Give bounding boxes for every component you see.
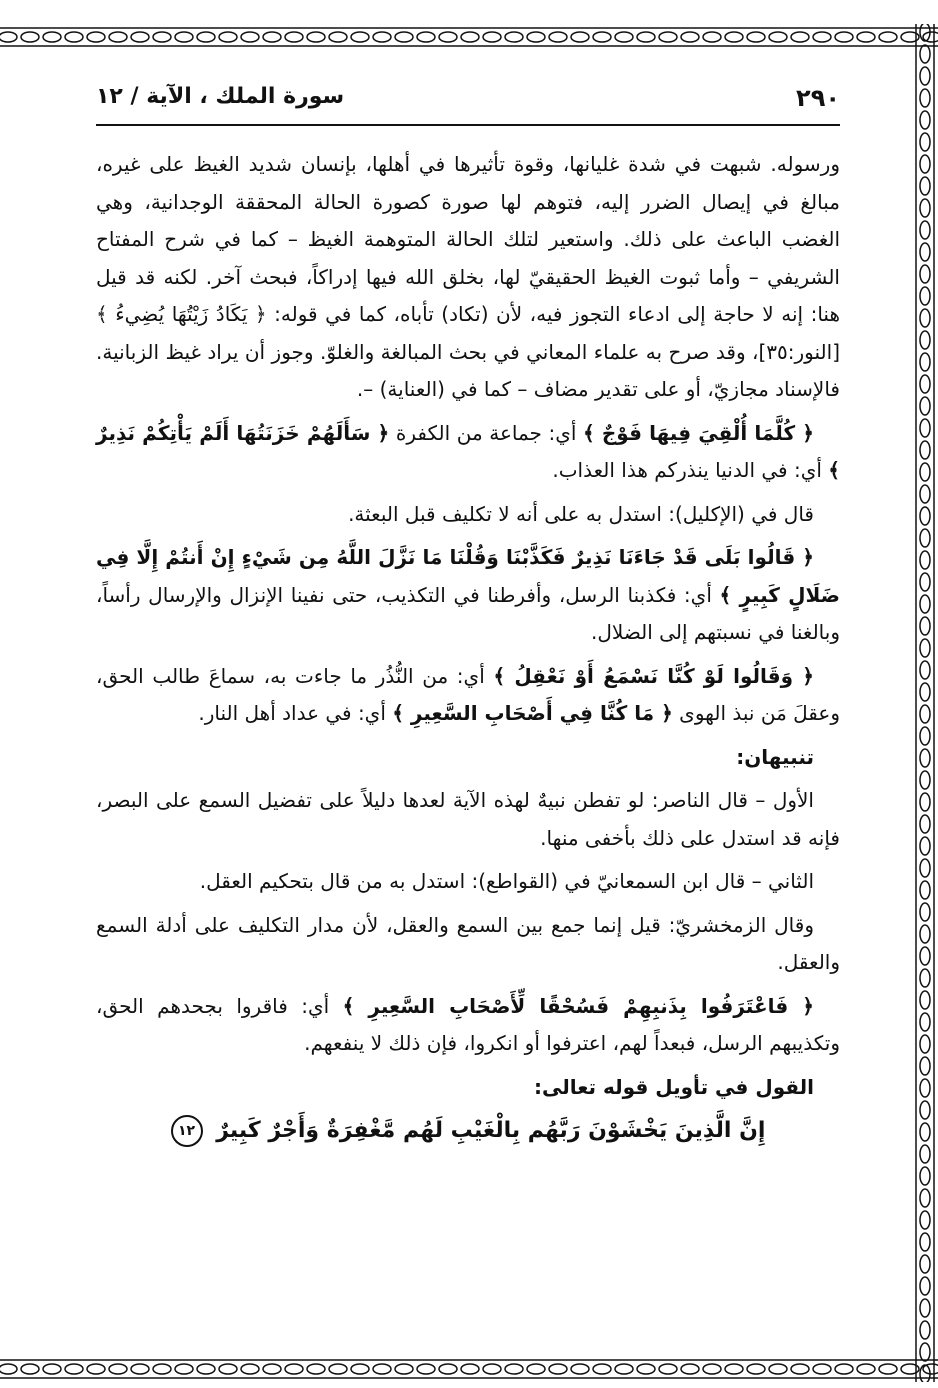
chain-link-ornament xyxy=(87,32,105,42)
chain-link-ornament xyxy=(241,32,259,42)
chain-link-ornament xyxy=(637,1364,655,1374)
chain-link-ornament xyxy=(920,1343,930,1361)
chain-link-ornament xyxy=(920,265,930,283)
chain-link-ornament xyxy=(461,1364,479,1374)
chain-link-ornament xyxy=(920,24,930,41)
section-heading: القول في تأويل قوله تعالى: xyxy=(534,1074,814,1099)
chain-link-ornament xyxy=(593,32,611,42)
chain-link-ornament xyxy=(920,991,930,1009)
chain-link-ornament xyxy=(637,32,655,42)
page-header xyxy=(96,78,840,126)
chain-link-ornament xyxy=(920,1079,930,1097)
chain-link-ornament xyxy=(920,243,930,261)
running-title: سورة الملك ، الآية / ١٢ xyxy=(96,84,345,109)
chain-link-ornament xyxy=(920,881,930,899)
chain-link-ornament xyxy=(920,837,930,855)
chain-link-ornament xyxy=(571,1364,589,1374)
chain-link-ornament xyxy=(109,32,127,42)
chain-link-ornament xyxy=(329,1364,347,1374)
chain-link-ornament xyxy=(43,32,61,42)
chain-link-ornament xyxy=(615,1364,633,1374)
chain-link-ornament xyxy=(285,1364,303,1374)
chain-link-ornament xyxy=(131,1364,149,1374)
chain-link-ornament xyxy=(263,32,281,42)
chain-link-ornament xyxy=(791,1364,809,1374)
chain-link-ornament xyxy=(920,661,930,679)
chain-link-ornament xyxy=(329,32,347,42)
chain-link-ornament xyxy=(703,1364,721,1374)
chain-link-ornament xyxy=(747,1364,765,1374)
chain-link-ornament xyxy=(681,32,699,42)
chain-link-ornament xyxy=(483,32,501,42)
chain-link-ornament xyxy=(769,32,787,42)
chain-link-ornament xyxy=(285,32,303,42)
chain-link-ornament xyxy=(813,1364,831,1374)
chain-link-ornament xyxy=(615,32,633,42)
chain-link-ornament xyxy=(920,441,930,459)
chain-link-ornament xyxy=(920,45,930,63)
chain-link-ornament xyxy=(351,1364,369,1374)
chain-link-ornament xyxy=(241,1364,259,1374)
chain-link-ornament xyxy=(549,32,567,42)
chain-link-ornament xyxy=(571,32,589,42)
commentary-text: أي: من النُّذُر ما جاءت به، سماعَ طالب الحق، وعقلَ مَن نبذ الهوى xyxy=(96,663,840,725)
chain-link-ornament xyxy=(920,221,930,239)
quran-verse xyxy=(96,1112,840,1150)
quran-quote: ﴿ وَقَالُوا لَوْ كُنَّا نَسْمَعُ أَوْ نَعْقِلُ ﴾ xyxy=(493,663,814,688)
chain-link-ornament xyxy=(920,639,930,657)
chain-link-ornament xyxy=(920,199,930,217)
chain-link-ornament xyxy=(920,925,930,943)
chain-link-ornament xyxy=(920,1101,930,1119)
chain-link-ornament xyxy=(0,32,17,42)
chain-link-ornament xyxy=(920,793,930,811)
chain-link-ornament xyxy=(439,32,457,42)
chain-link-ornament xyxy=(920,485,930,503)
chain-link-ornament xyxy=(857,32,875,42)
chain-link-ornament xyxy=(219,32,237,42)
chain-link-ornament xyxy=(920,155,930,173)
chain-link-ornament xyxy=(920,1299,930,1317)
chain-link-ornament xyxy=(920,111,930,129)
chain-link-ornament xyxy=(920,771,930,789)
chain-link-ornament xyxy=(920,1365,930,1382)
chain-link-ornament xyxy=(263,1364,281,1374)
chain-link-ornament xyxy=(461,32,479,42)
quran-quote: ﴿ فَاعْتَرَفُوا بِذَنبِهِمْ فَسُحْقًا لِّأَصْحَابِ السَّعِيرِ ﴾ xyxy=(342,993,814,1018)
chain-link-ornament xyxy=(417,32,435,42)
chain-link-ornament xyxy=(21,32,39,42)
chain-link-ornament xyxy=(197,1364,215,1374)
paragraph xyxy=(96,415,840,490)
chain-link-ornament xyxy=(920,1211,930,1229)
chain-link-ornament xyxy=(920,947,930,965)
page-body xyxy=(96,146,840,1150)
chain-link-ornament xyxy=(307,1364,325,1374)
chain-link-ornament xyxy=(920,1013,930,1031)
chain-link-ornament xyxy=(920,1145,930,1163)
chain-link-ornament xyxy=(483,1364,501,1374)
chain-link-ornament xyxy=(920,705,930,723)
chain-link-ornament xyxy=(920,969,930,987)
paragraph: ورسوله. شبهت في شدة غليانها، وقوة تأثيرها في أهلها، بإنسان شديد الغيظ على غيره، مبالغ في إيصال الضرر إليه، فتوهم لها صورة كصورة الحالة المحققة الوجدانية، وهي الغضب الباعث على ذلك. واستعير لتلك الحالة المتوهمة الغيظ – كما في شرح المفتاح الشريفي – وأما ثبوت الغيظ الحقيقيّ لها، بخلق الله فيها إدراكاً، فبحث آخر. لكنه قد قيل هنا: إنه لا حاجة إلى ادعاء التجوز فيه، لأن (تكاد) تأباه، كما في قوله: ﴿ يَكَادُ زَيْتُهَا يُضِيءُ ﴾ [النور:٣٥]، وقد صرح به علماء المعاني في بحث المبالغة والغلوّ. وجوز أن يراد غيظ الزبانية. فالإسناد مجازيّ، أو على تقدير مضاف – كما في (العناية) –. xyxy=(96,152,840,401)
chain-link-ornament xyxy=(21,1364,39,1374)
chain-link-ornament xyxy=(879,1364,897,1374)
chain-link-ornament xyxy=(920,595,930,613)
chain-link-ornament xyxy=(175,32,193,42)
chain-link-ornament xyxy=(920,1035,930,1053)
chain-link-ornament xyxy=(920,859,930,877)
chain-link-ornament xyxy=(920,67,930,85)
chain-link-ornament xyxy=(920,815,930,833)
chain-link-ornament xyxy=(395,1364,413,1374)
chain-link-ornament xyxy=(879,32,897,42)
chain-link-ornament xyxy=(417,1364,435,1374)
chain-link-ornament xyxy=(373,32,391,42)
chain-link-ornament xyxy=(681,1364,699,1374)
chain-link-ornament xyxy=(307,32,325,42)
chain-link-ornament xyxy=(920,1255,930,1273)
commentary-text: أي: فاقروا بجحدهم الحق، وتكذيبهم الرسل، فبعداً لهم، اعترفوا أو انكروا، فإن ذلك لا ينفعهم. xyxy=(96,993,840,1055)
chain-link-ornament xyxy=(920,1277,930,1295)
chain-link-ornament xyxy=(920,683,930,701)
commentary-text: أي: في عداد أهل النار. xyxy=(198,701,393,725)
bottom-border-ornament xyxy=(0,1356,938,1382)
section-heading: تنبيهان: xyxy=(736,744,814,769)
chain-link-ornament xyxy=(593,1364,611,1374)
chain-link-ornament xyxy=(920,1167,930,1185)
chain-link-ornament xyxy=(549,1364,567,1374)
chain-link-ornament xyxy=(527,1364,545,1374)
chain-link-ornament xyxy=(920,529,930,547)
quran-quote: ﴿ كُلَّمَا أُلْقِيَ فِيهَا فَوْجٌ ﴾ xyxy=(582,420,814,445)
chain-link-ornament xyxy=(920,1321,930,1339)
chain-link-ornament xyxy=(505,1364,523,1374)
paragraph xyxy=(96,539,840,652)
chain-link-ornament xyxy=(857,1364,875,1374)
page-number: ٢٩٠ xyxy=(796,84,840,112)
chain-link-ornament xyxy=(920,551,930,569)
chain-link-ornament xyxy=(813,32,831,42)
chain-link-ornament xyxy=(920,419,930,437)
quran-quote: ﴿ سَأَلَهُمْ خَزَنَتُهَا أَلَمْ يَأْتِكُمْ نَذِيرٌ ﴾ xyxy=(96,420,840,482)
right-border-ornament xyxy=(912,24,938,1382)
paragraph xyxy=(96,988,840,1063)
top-border-ornament xyxy=(0,24,938,50)
verse-text: إِنَّ الَّذِينَ يَخْشَوْنَ رَبَّهُم بِالْغَيْبِ لَهُم مَّغْفِرَةٌ وَأَجْرٌ كَبِيرٌ xyxy=(216,1118,766,1143)
paragraph: الثاني – قال ابن السمعانيّ في (القواطع): استدل به من قال بتحكيم العقل. xyxy=(199,869,814,893)
quran-quote: ﴿ قَالُوا بَلَى قَدْ جَاءَنَا نَذِيرٌ فَكَذَّبْنَا وَقُلْنَا مَا نَزَّلَ اللَّهُ مِن شَيْءٍ إِنْ أَنتُمْ إِلَّا فِي ضَلَالٍ كَبِيرٍ ﴾ xyxy=(96,545,840,607)
chain-link-ornament xyxy=(920,1123,930,1141)
chain-link-ornament xyxy=(0,1364,17,1374)
chain-link-ornament xyxy=(920,463,930,481)
paragraph: وقال الزمخشريّ: قيل إنما جمع بين السمع والعقل، لأن مدار التكليف على أدلة السمع والعقل. xyxy=(96,912,840,974)
verse-number-badge: ١٢ xyxy=(171,1115,203,1147)
chain-link-ornament xyxy=(920,309,930,327)
chain-link-ornament xyxy=(659,32,677,42)
commentary-text: أي: فكذبنا الرسل، وأفرطنا في التكذيب، حتى نفينا الإنزال والإرسال رأساً، وبالغنا في نسبتهم إلى الضلال. xyxy=(96,582,840,644)
chain-link-ornament xyxy=(175,1364,193,1374)
chain-link-ornament xyxy=(43,1364,61,1374)
chain-link-ornament xyxy=(439,1364,457,1374)
chain-link-ornament xyxy=(109,1364,127,1374)
paragraph xyxy=(96,658,840,733)
chain-link-ornament xyxy=(527,32,545,42)
chain-link-ornament xyxy=(769,1364,787,1374)
chain-link-ornament xyxy=(351,32,369,42)
chain-link-ornament xyxy=(920,177,930,195)
chain-link-ornament xyxy=(131,32,149,42)
chain-link-ornament xyxy=(153,1364,171,1374)
chain-link-ornament xyxy=(65,1364,83,1374)
chain-link-ornament xyxy=(920,287,930,305)
chain-link-ornament xyxy=(920,353,930,371)
chain-link-ornament xyxy=(505,32,523,42)
chain-link-ornament xyxy=(87,1364,105,1374)
quran-quote: ﴿ مَا كُنَّا فِي أَصْحَابِ السَّعِيرِ ﴾ xyxy=(392,701,673,725)
chain-link-ornament xyxy=(920,331,930,349)
commentary-text: أي: جماعة من الكفرة xyxy=(389,420,583,445)
chain-link-ornament xyxy=(920,903,930,921)
chain-link-ornament xyxy=(395,32,413,42)
chain-link-ornament xyxy=(920,617,930,635)
chain-link-ornament xyxy=(920,1057,930,1075)
chain-link-ornament xyxy=(920,507,930,525)
chain-link-ornament xyxy=(791,32,809,42)
chain-link-ornament xyxy=(153,32,171,42)
paragraph: قال في (الإكليل): استدل به على أنه لا تكليف قبل البعثة. xyxy=(348,501,814,526)
chain-link-ornament xyxy=(747,32,765,42)
chain-link-ornament xyxy=(703,32,721,42)
chain-link-ornament xyxy=(920,1189,930,1207)
chain-link-ornament xyxy=(920,573,930,591)
chain-link-ornament xyxy=(920,1233,930,1251)
chain-link-ornament xyxy=(659,1364,677,1374)
chain-link-ornament xyxy=(725,32,743,42)
paragraph: الأول – قال الناصر: لو تفطن نبيهٌ لهذه الآية لعدها دليلاً على تفضيل السمع على البصر، فإنه قد استدل على ذلك بأخفى منها. xyxy=(96,788,840,850)
chain-link-ornament xyxy=(373,1364,391,1374)
chain-link-ornament xyxy=(920,727,930,745)
chain-link-ornament xyxy=(835,1364,853,1374)
chain-link-ornament xyxy=(920,133,930,151)
commentary-text: أي: في الدنيا ينذركم هذا العذاب. xyxy=(552,458,829,482)
chain-link-ornament xyxy=(835,32,853,42)
chain-link-ornament xyxy=(219,1364,237,1374)
chain-link-ornament xyxy=(197,32,215,42)
chain-link-ornament xyxy=(920,749,930,767)
chain-link-ornament xyxy=(725,1364,743,1374)
chain-link-ornament xyxy=(920,397,930,415)
chain-link-ornament xyxy=(920,89,930,107)
chain-link-ornament xyxy=(65,32,83,42)
chain-link-ornament xyxy=(920,375,930,393)
